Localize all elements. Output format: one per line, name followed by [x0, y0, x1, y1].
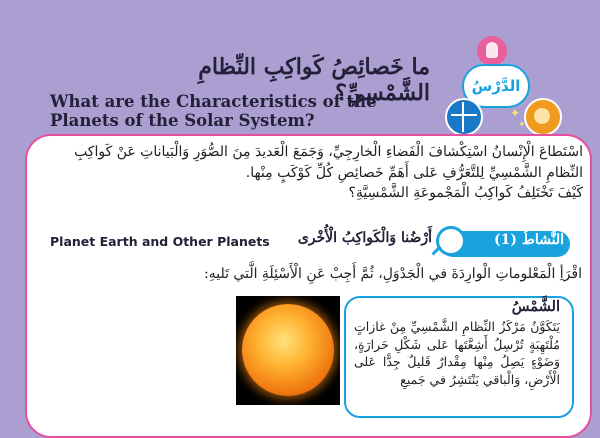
sparkle-icon: ✦ [518, 120, 526, 130]
sun-smile-icon [524, 98, 562, 136]
magnifier-icon [436, 226, 466, 256]
sparkle-icon: ✦ [510, 106, 521, 120]
sun-image [236, 296, 340, 405]
intro-text [58, 142, 583, 204]
lesson-emblem [440, 36, 560, 136]
activity-badge-label: النَّشاطُ (1) [494, 232, 564, 248]
globe-icon [445, 98, 483, 136]
activity-instruction: اقْرَأِ الْمَعْلوماتِ الْوارِدَةَ في الْجَدْوَلِ، ثُمَّ أَجِبْ عَنِ الْأَسْئِلَةِ الَّتي تَليهِ: [204, 266, 582, 282]
activity-title-english: Planet Earth and Other Planets [50, 234, 270, 249]
sun-info-body: يَتَكَوَّنُ مَرْكَزُ النِّظامِ الشَّمْسِيِّ مِنْ غازاتٍ مُلْتَهِبَةٍ تُرْسِلُ أَشِعَّتَها عَلى شَكْلِ حَرارَةٍ، وَضَوْءٍ يَصِلُ مِنْها مِقْدارٌ قَليلٌ جِدًّا عَلى الْأَرْضِ، وَالْباقي يَنْتَشِرُ في جَميعِ [354, 319, 560, 387]
activity-title-arabic: أَرْضُنا وَالْكَواكِبُ الْأُخْرى [297, 230, 432, 246]
sun-info-title: الشَّمْسُ [511, 298, 560, 315]
sun-disc [242, 304, 334, 396]
microphone-icon [477, 36, 507, 66]
lesson-title-english: What are the Characteristics of the Planets of the Solar System? [50, 92, 377, 130]
lesson-title-arabic: ما خَصائِصُ كَواكِبِ النِّظامِ الشَّمْسِيِّ؟ [198, 54, 430, 106]
lesson-badge: الدَّرْسُ [462, 64, 530, 108]
intro-paragraph: اسْتَطاعَ الْإِنْسانُ اسْتِكْشافَ الْفَضاءِ الْخارِجِيِّ، وَجَمَعَ الْعَديدَ مِنَ الصُّوَرِ وَالْبَياناتِ عَنْ كَواكِبِ النِّظامِ الشَّمْسِيِّ لِلتَّعَرُّفِ عَلى أَهَمِّ خَصائِصِ كُلِّ كَوْكَبٍ مِنْها. [74, 144, 583, 181]
intro-question: كَيْفَ تَخْتَلِفُ كَواكِبُ الْمَجْموعَةِ الشَّمْسِيَّةِ؟ [348, 185, 583, 201]
